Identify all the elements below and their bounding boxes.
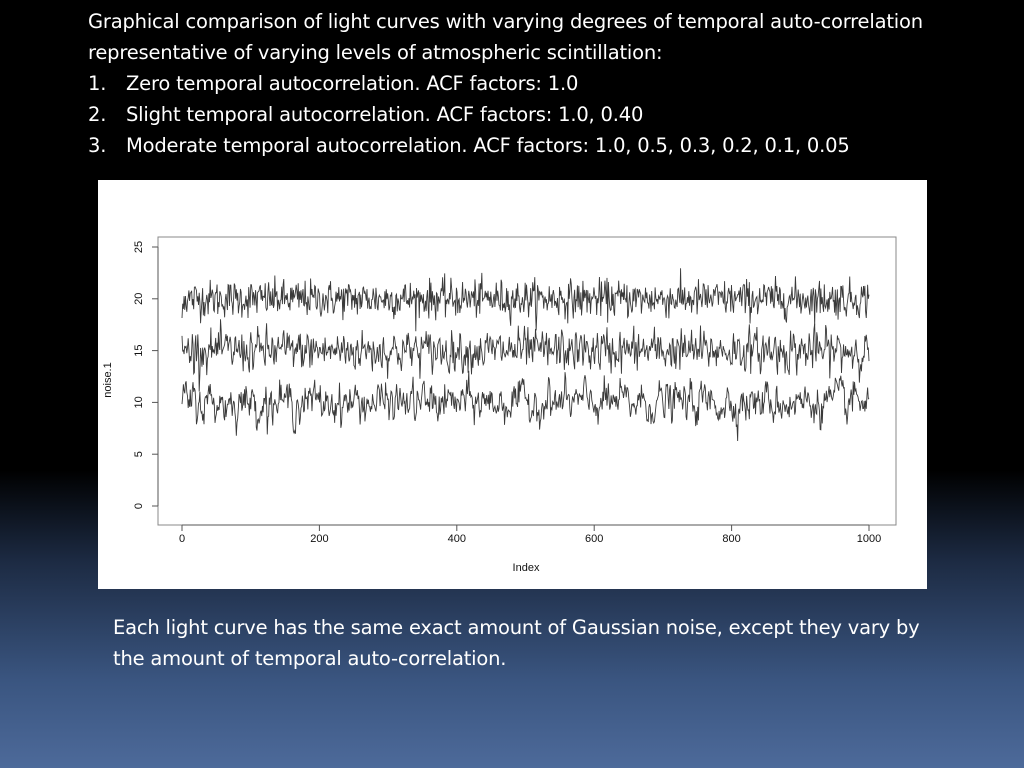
x-axis <box>179 525 881 545</box>
list-text-3: Moderate temporal autocorrelation. ACF factors: 1.0, 0.5, 0.3, 0.2, 0.1, 0.05 <box>126 134 850 157</box>
x-tick-label: 200 <box>310 533 329 545</box>
list-text-2: Slight temporal autocorrelation. ACF factors: 1.0, 0.40 <box>126 103 644 126</box>
slide-heading <box>88 6 988 161</box>
acf-list-item-3 <box>88 130 988 161</box>
y-tick-label: 15 <box>133 344 145 357</box>
acf-list-item-1 <box>88 68 988 99</box>
x-tick-label: 0 <box>178 533 186 545</box>
list-number-1: 1. <box>88 72 107 95</box>
slide-caption: Each light curve has the same exact amount of Gaussian noise, except they vary by the amount of temporal auto-correlation. <box>113 616 920 670</box>
series-line-3 <box>182 371 869 441</box>
list-number-2: 2. <box>88 103 107 126</box>
y-tick-label: 25 <box>133 240 145 254</box>
acf-list-item-2 <box>88 99 988 130</box>
x-tick-label: 600 <box>585 533 604 545</box>
heading-intro: Graphical comparison of light curves with varying degrees of temporal auto-correlation representative of varying levels of atmospheric scintillation: <box>88 10 923 64</box>
acf-list <box>88 68 988 161</box>
x-tick-label: 800 <box>722 533 741 545</box>
x-axis-title: Index <box>512 562 540 574</box>
chart-panel <box>98 180 927 589</box>
y-tick-label: 10 <box>133 396 145 409</box>
series-line-1 <box>182 268 869 331</box>
list-number-3: 3. <box>88 134 107 157</box>
x-tick-label: 400 <box>447 533 466 545</box>
y-tick-label: 20 <box>133 292 145 305</box>
y-axis <box>133 241 158 509</box>
x-tick-label: 1000 <box>856 533 882 545</box>
y-axis-title: noise.1 <box>102 362 114 398</box>
y-tick-label: 5 <box>133 451 145 458</box>
list-text-1: Zero temporal autocorrelation. ACF factors: 1.0 <box>126 72 579 95</box>
series-layer <box>182 268 869 441</box>
light-curve-chart <box>98 180 927 589</box>
y-tick-label: 0 <box>133 502 145 510</box>
series-line-2 <box>182 319 869 391</box>
plot-box <box>158 237 896 525</box>
